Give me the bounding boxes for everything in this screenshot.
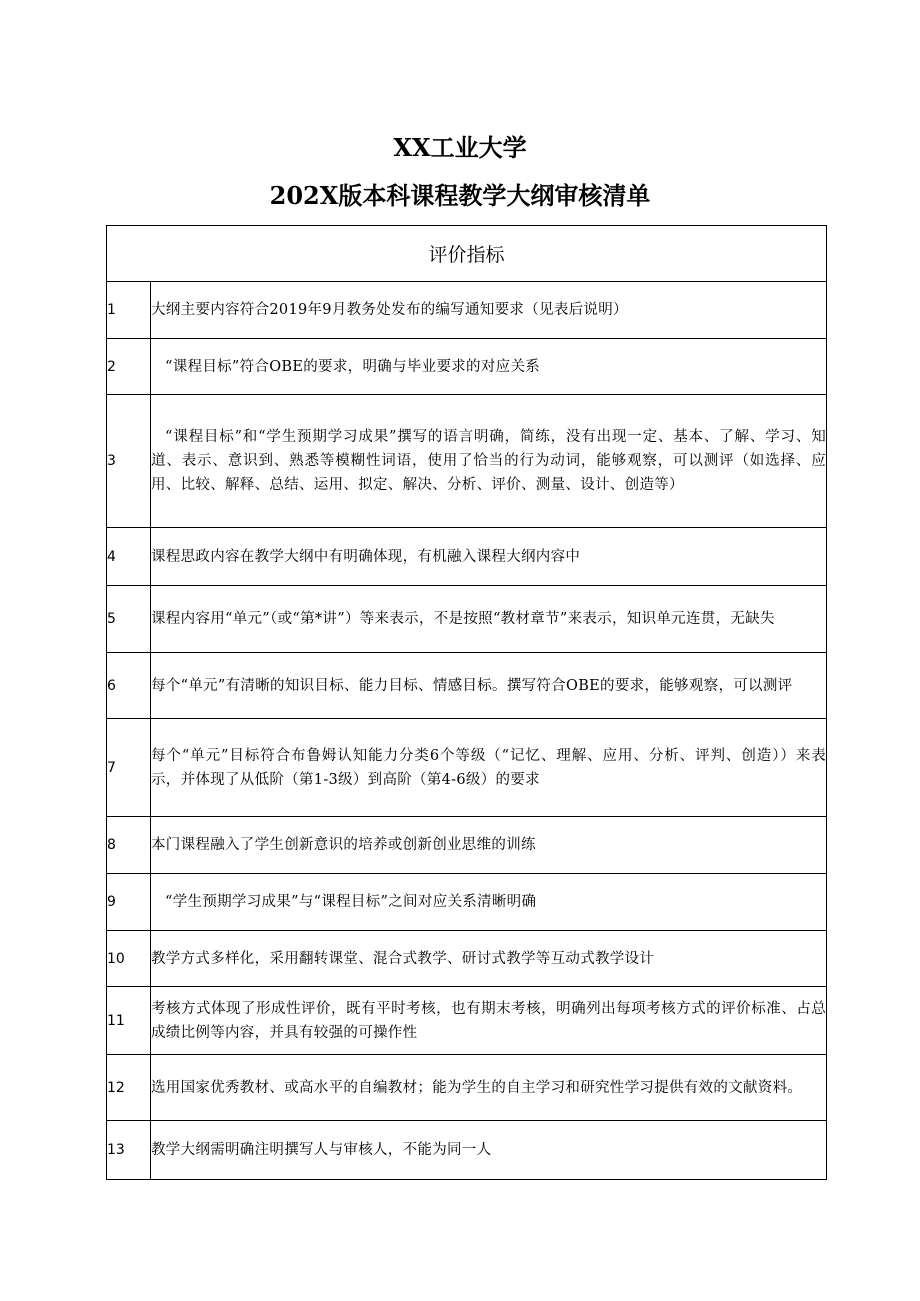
row-criterion: 课程思政内容在教学大纲中有明确体现，有机融入课程大纲内容中	[151, 528, 827, 586]
row-number: 2	[107, 339, 151, 395]
row-number: 4	[107, 528, 151, 586]
row-criterion: 每个“单元”目标符合布鲁姆认知能力分类6个等级（“记忆、理解、应用、分析、评判、创造））来表示，并体现了从低阶（第1-3级）到高阶（第4-6级）的要求	[151, 719, 827, 817]
table-row	[107, 395, 827, 528]
table-row	[107, 987, 827, 1055]
row-criterion: 课程内容用“单元”（或“第*讲”）等来表示，不是按照“教材章节”来表示，知识单元连贯，无缺失	[151, 586, 827, 653]
document-subtitle: 202X版本科课程教学大纲审核清单	[269, 181, 651, 210]
table-row	[107, 817, 827, 874]
table-row	[107, 653, 827, 719]
row-criterion: “课程目标”和“学生预期学习成果”撰写的语言明确，简练，没有出现一定、基本、了解、学习、知道、表示、意识到、熟悉等模糊性词语，使用了恰当的行为动词，能够观察，可以测评（如选择、应用、比较、解释、总结、运用、拟定、解决、分析、评价、测量、设计、创造等）	[151, 395, 827, 528]
table-row	[107, 528, 827, 586]
row-number: 12	[107, 1055, 151, 1121]
table-row	[107, 874, 827, 931]
row-number: 13	[107, 1121, 151, 1180]
column-header-evaluation-indicators: 评价指标	[107, 226, 827, 282]
row-number: 10	[107, 931, 151, 987]
row-number: 8	[107, 817, 151, 874]
table-row	[107, 339, 827, 395]
row-number: 11	[107, 987, 151, 1055]
row-criterion: “课程目标”符合OBE的要求，明确与毕业要求的对应关系	[151, 339, 827, 395]
row-number: 5	[107, 586, 151, 653]
table-row	[107, 1055, 827, 1121]
row-criterion: 教学大纲需明确注明撰写人与审核人，不能为同一人	[151, 1121, 827, 1180]
row-criterion: 本门课程融入了学生创新意识的培养或创新创业思维的训练	[151, 817, 827, 874]
row-criterion: 大纲主要内容符合2019年9月教务处发布的编写通知要求（见表后说明）	[151, 282, 827, 339]
table-row	[107, 719, 827, 817]
row-criterion: 每个“单元”有清晰的知识目标、能力目标、情感目标。撰写符合OBE的要求，能够观察，可以测评	[151, 653, 827, 719]
row-criterion: 选用国家优秀教材、或高水平的自编教材；能为学生的自主学习和研究性学习提供有效的文献资料。	[151, 1055, 827, 1121]
row-criterion: “学生预期学习成果”与“课程目标”之间对应关系清晰明确	[151, 874, 827, 931]
row-criterion: 教学方式多样化，采用翻转课堂、混合式教学、研讨式教学等互动式教学设计	[151, 931, 827, 987]
row-number: 1	[107, 282, 151, 339]
document-title: XX工业大学	[393, 133, 527, 162]
table-header-row	[107, 226, 827, 282]
row-number: 3	[107, 395, 151, 528]
row-criterion: 考核方式体现了形成性评价，既有平时考核，也有期末考核，明确列出每项考核方式的评价标准、占总成绩比例等内容，并具有较强的可操作性	[151, 987, 827, 1055]
row-number: 7	[107, 719, 151, 817]
row-number: 6	[107, 653, 151, 719]
review-checklist-table	[106, 225, 827, 1180]
table-row	[107, 1121, 827, 1180]
table-row	[107, 931, 827, 987]
table-row	[107, 282, 827, 339]
row-number: 9	[107, 874, 151, 931]
table-row	[107, 586, 827, 653]
